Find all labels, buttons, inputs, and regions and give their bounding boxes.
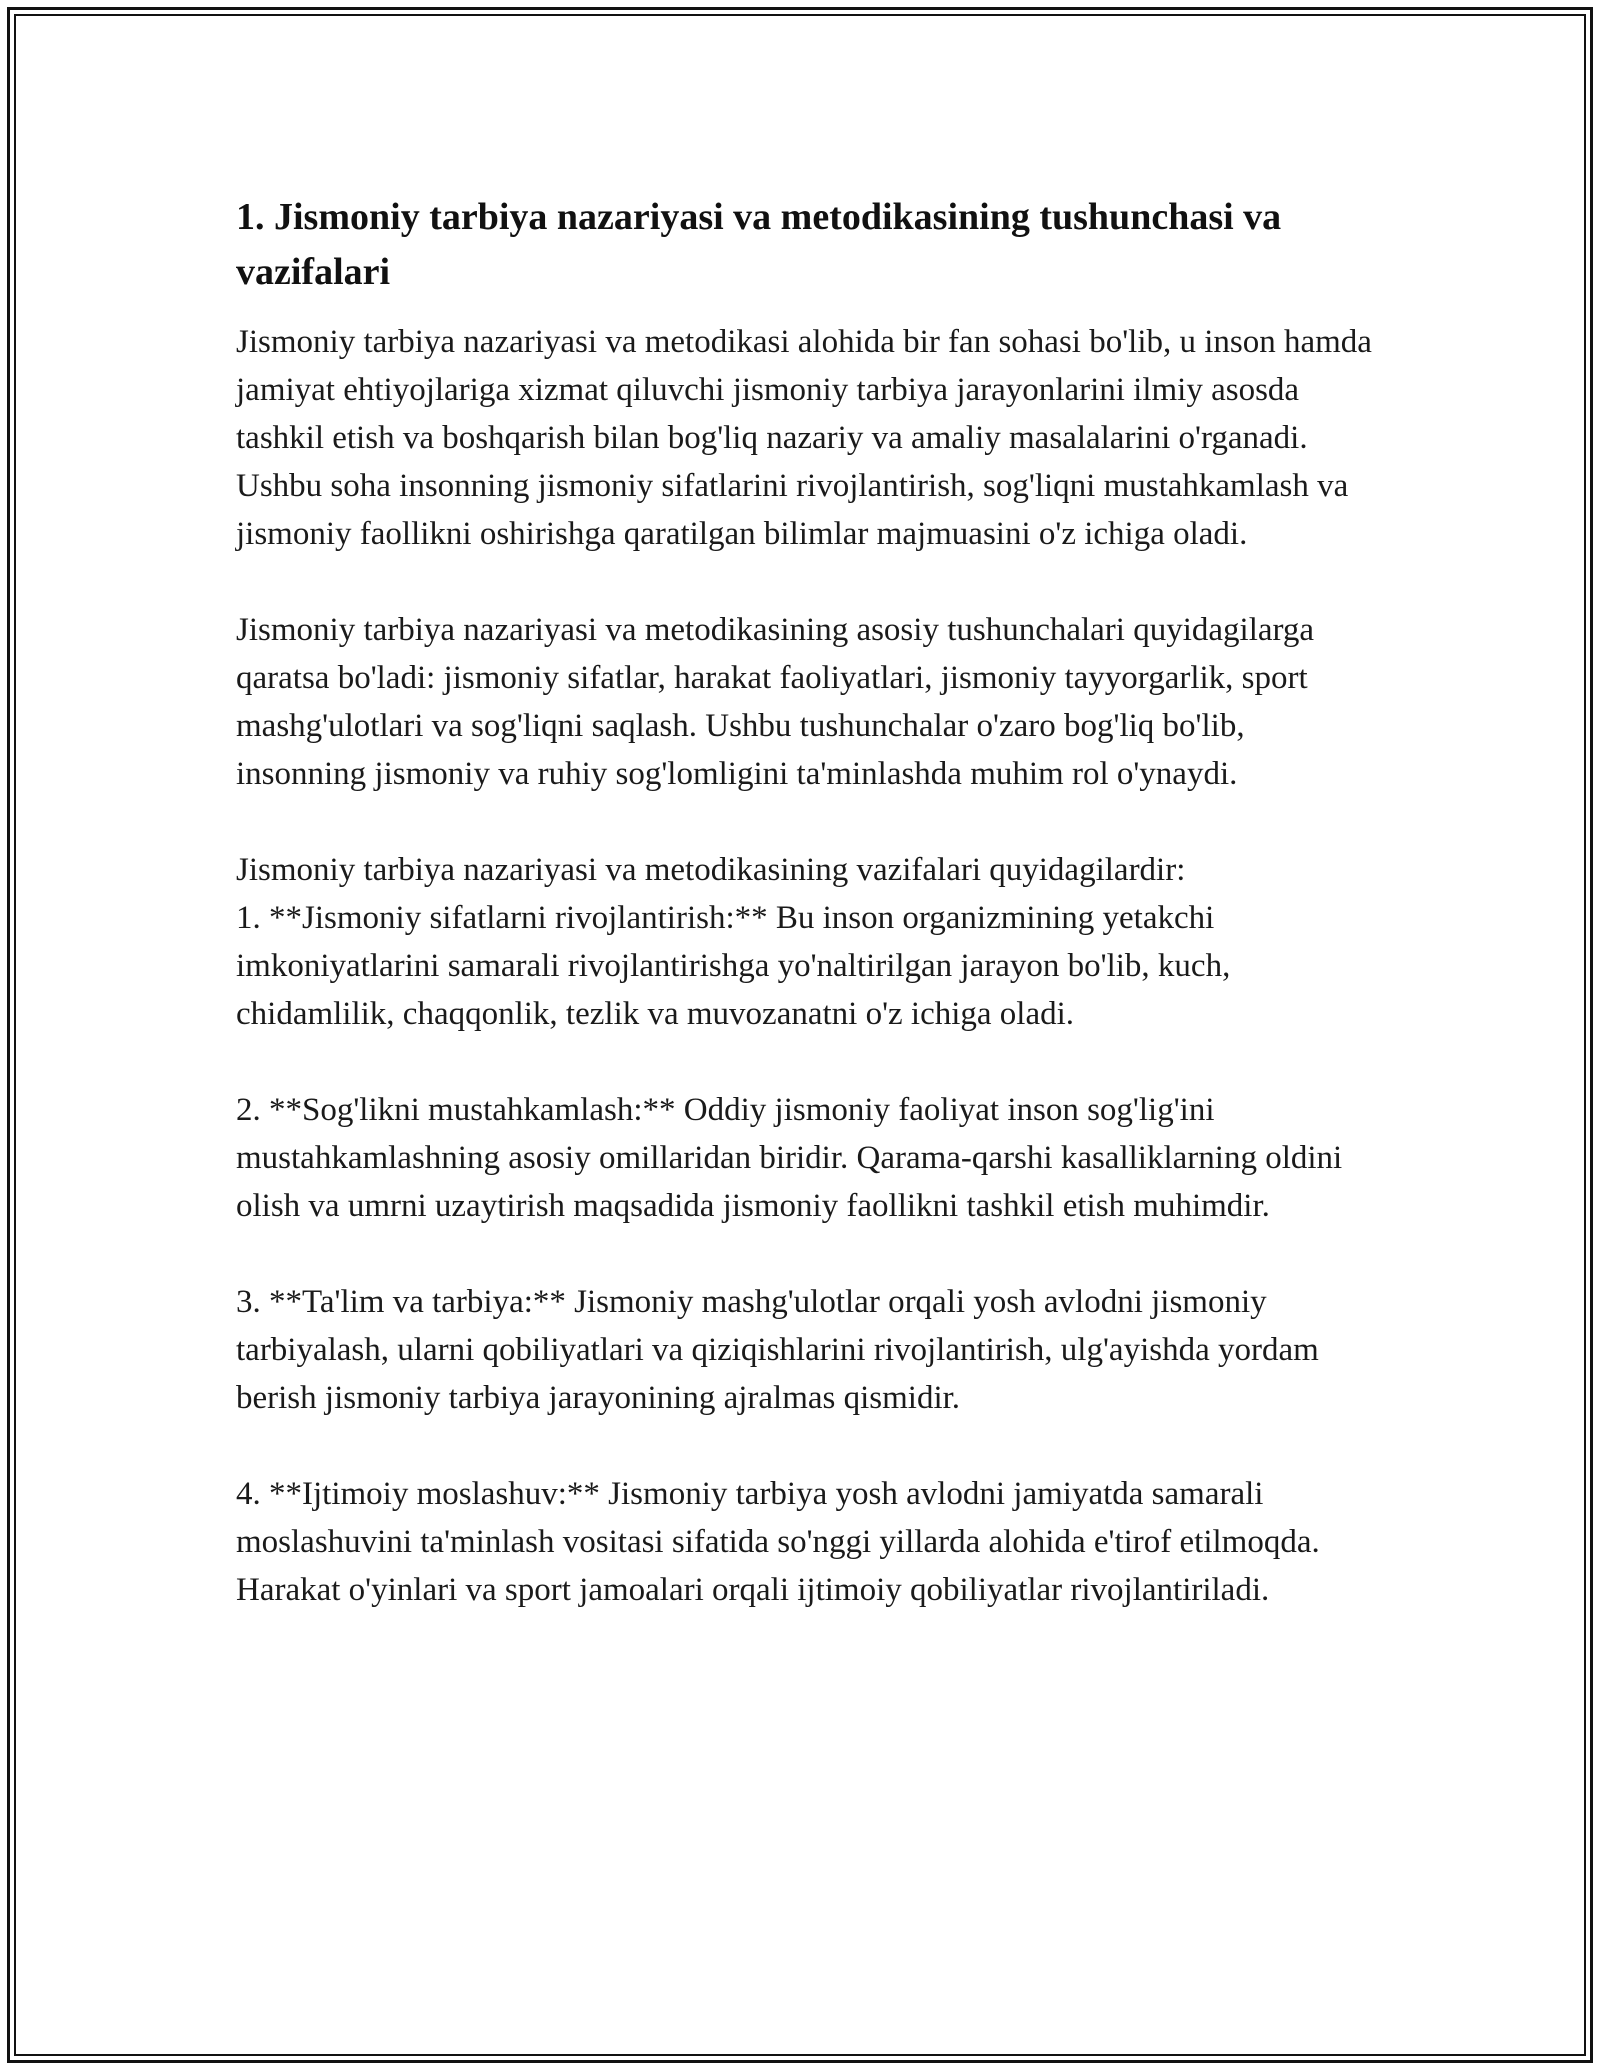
intro-paragraph: Jismoniy tarbiya nazariyasi va metodikasi alohida bir fan sohasi bo'lib, u inson hamda jamiyat ehtiyojlariga xizmat qiluvchi jismoniy tarbiya jarayonlarini ilmiy asosda tashkil etish va boshqarish bilan bog'liq nazariy va amaliy masalalarini o'rganadi. Ushbu soha insonning jismoniy sifatlarini rivojlantirish, sog'liqni mustahkamlash va jismoniy faollikni oshirishga qaratilgan bilimlar majmuasini o'z ichiga oladi. xyxy=(236,324,1372,552)
concepts-paragraph: Jismoniy tarbiya nazariyasi va metodikasining asosiy tushunchalari quyidagilarga qaratsa bo'ladi: jismoniy sifatlar, harakat faoliyatlari, jismoniy tayyorgarlik, sport mashg'ulotlari va sog'liqni saqlash. Ushbu tushunchalar o'zaro bog'liq bo'lib, insonning jismoniy va ruhiy sog'lomligini ta'minlashda muhim rol o'ynaydi. xyxy=(236,612,1315,792)
task-item: 1. **Jismoniy sifatlarni rivojlantirish:** Bu inson organizmining yetakchi imkoniyatlarini samarali rivojlantirishga yo'naltirilgan jarayon bo'lib, kuch, chidamlilik, chaqqonlik, tezlik va muvozanatni o'z ichiga oladi. xyxy=(236,900,1231,1032)
paragraph-spacer xyxy=(236,1422,1376,1470)
paragraph-spacer xyxy=(236,558,1376,606)
task-item: 3. **Ta'lim va tarbiya:** Jismoniy mashg'ulotlar orqali yosh avlodni jismoniy tarbiyalash, ularni qobiliyatlari va qiziqishlarini rivojlantirish, ulg'ayishda yordam berish jismoniy tarbiya jarayonining ajralmas qismidir. xyxy=(236,1284,1319,1416)
tasks-heading: Jismoniy tarbiya nazariyasi va metodikasining vazifalari quyidagilardir: xyxy=(236,852,1186,888)
paragraph-spacer xyxy=(236,1230,1376,1278)
task-item: 4. **Ijtimoiy moslashuv:** Jismoniy tarbiya yosh avlodni jamiyatda samarali moslashuvini ta'minlash vositasi sifatida so'nggi yillarda alohida e'tirof etilmoqda. Harakat o'yinlari va sport jamoalari orqali ijtimoiy qobiliyatlar rivojlantiriladi. xyxy=(236,1476,1320,1608)
document-body xyxy=(236,190,1376,1614)
document-title: 1. Jismoniy tarbiya nazariyasi va metodikasining tushunchasi va vazifalari xyxy=(236,196,1282,293)
task-item: 2. **Sog'likni mustahkamlash:** Oddiy jismoniy faoliyat inson sog'lig'ini mustahkamlashning asosiy omillaridan biridir. Qarama-qarshi kasalliklarning oldini olish va umrni uzaytirish maqsadida jismoniy faollikni tashkil etish muhimdir. xyxy=(236,1092,1343,1224)
paragraph-spacer xyxy=(236,798,1376,846)
paragraph-spacer xyxy=(236,1038,1376,1086)
